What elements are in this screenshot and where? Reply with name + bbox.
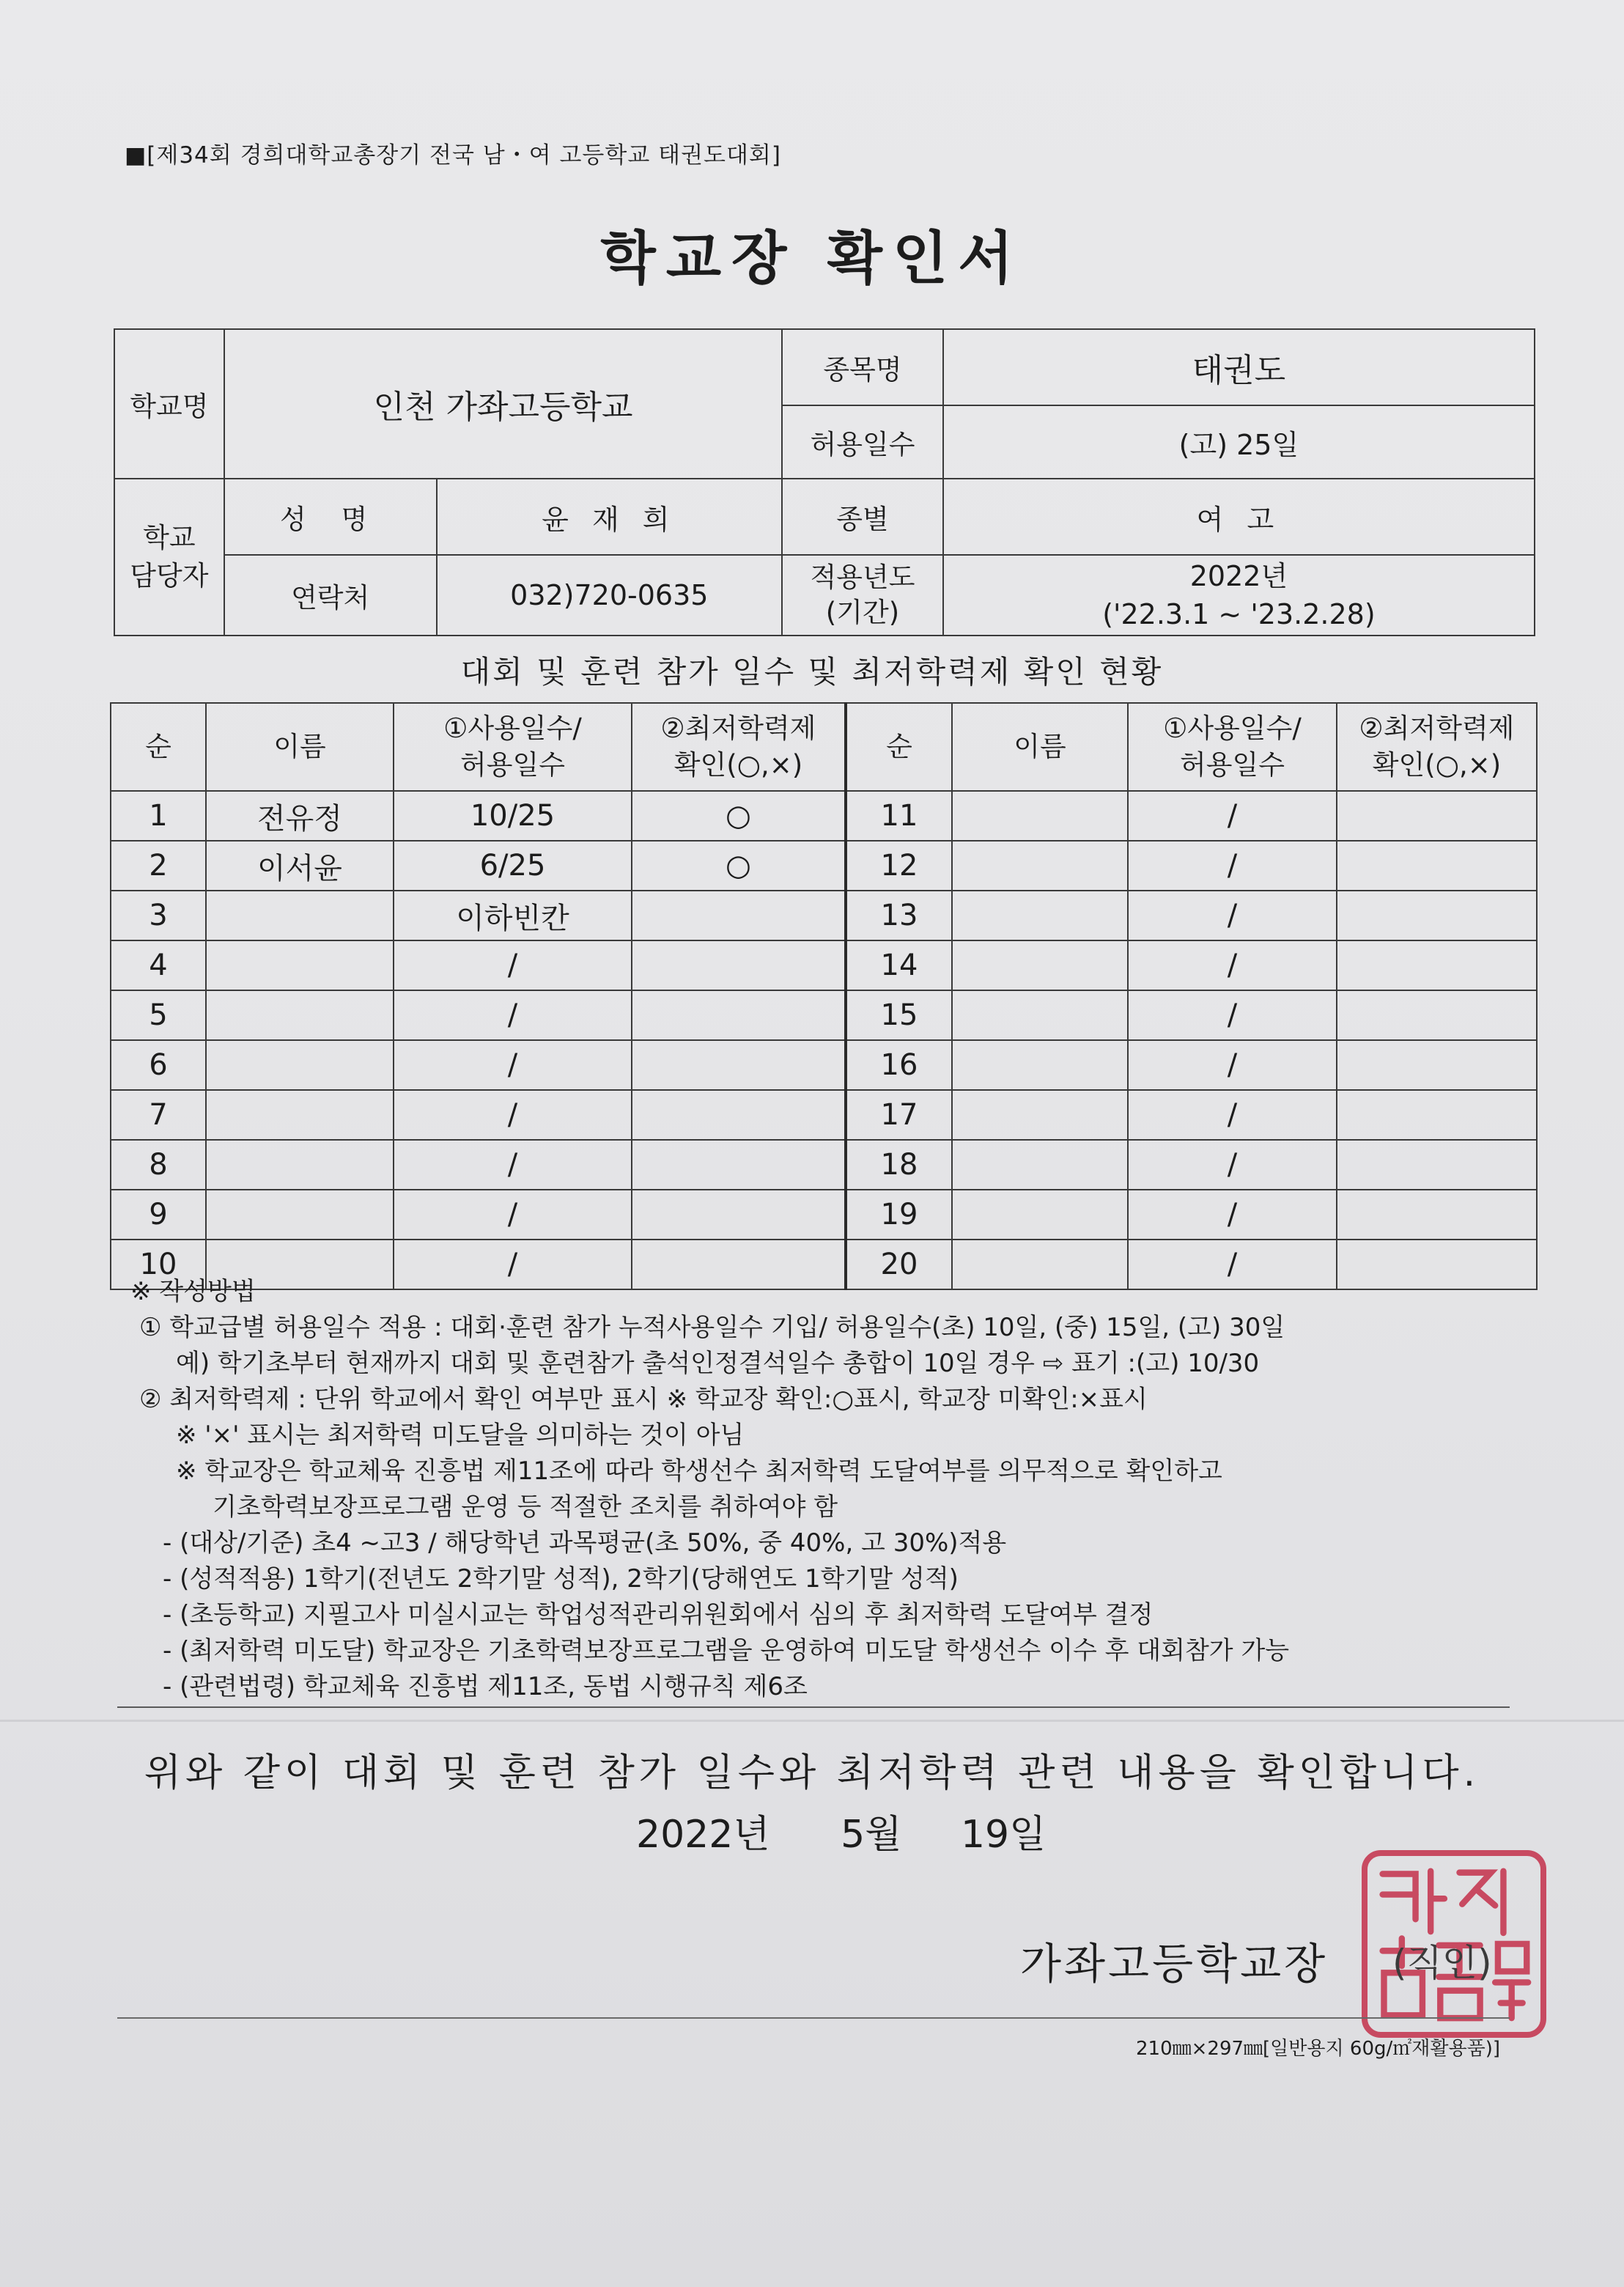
row-name: 전유정 (206, 791, 394, 841)
row-check (632, 1090, 846, 1140)
row-no: 10 (111, 1240, 206, 1289)
row-name (206, 990, 394, 1040)
row-no: 19 (846, 1190, 952, 1240)
table-row (111, 1040, 1537, 1090)
header-name-left: 이름 (206, 703, 394, 791)
row-name (206, 1140, 394, 1190)
row-check (632, 1140, 846, 1190)
confirmation-statement: 위와 같이 대회 및 훈련 참가 일수와 최저학력 관련 내용을 확인합니다. (144, 1751, 1480, 1795)
manager-name-value: 윤 재 희 (437, 479, 783, 555)
row-no: 6 (111, 1040, 206, 1090)
contact-label: 연락처 (224, 555, 437, 636)
manager-label: 학교 담당자 (114, 479, 224, 636)
status-caption: 대회 및 훈련 참가 일수 및 최저학력제 확인 현황 (460, 654, 1164, 690)
row-days: 10/25 (394, 791, 632, 841)
row-days: / (1128, 791, 1337, 841)
row-name (952, 891, 1128, 940)
table-row (111, 841, 1537, 891)
row-no: 11 (846, 791, 952, 841)
row-no: 2 (111, 841, 206, 891)
row-no: 3 (111, 891, 206, 940)
row-no: 16 (846, 1040, 952, 1090)
row-no: 12 (846, 841, 952, 891)
row-name (206, 891, 394, 940)
row-check (1337, 841, 1537, 891)
note-item: ② 최저학력제 : 단위 학교에서 확인 여부만 표시 ※ 학교장 확인:○표시, 학교장 미확인:×표시 (139, 1385, 1148, 1414)
allowed-days-label: 허용일수 (782, 405, 943, 479)
event-value: 태권도 (943, 329, 1535, 405)
row-no: 17 (846, 1090, 952, 1140)
date-year: 2022년 (636, 1813, 770, 1857)
note-item: 예) 학기초부터 현재까지 대회 및 훈련참가 출석인정결석일수 총합이 10일 경우 ⇨ 표기 :(고) 10/30 (176, 1349, 1260, 1378)
row-no: 7 (111, 1090, 206, 1140)
year-label: 적용년도 (기간) (782, 555, 943, 636)
row-days: / (394, 1190, 632, 1240)
row-name (952, 791, 1128, 841)
principal-signature: 가좌고등학교장 (1020, 1939, 1329, 1989)
table-row (111, 1140, 1537, 1190)
row-days: 이하빈칸 (394, 891, 632, 940)
date-month: 5월 (841, 1813, 902, 1857)
row-no: 1 (111, 791, 206, 841)
row-no: 15 (846, 990, 952, 1040)
row-check (632, 990, 846, 1040)
divider (117, 1706, 1510, 1708)
notes-heading: ※ 작성방법 (130, 1277, 256, 1306)
row-days: / (394, 940, 632, 990)
row-check (632, 1190, 846, 1240)
table-row (111, 1190, 1537, 1240)
row-name (206, 1190, 394, 1240)
row-check (1337, 891, 1537, 940)
document-title: 학교장 확인서 (600, 226, 1024, 292)
row-check (1337, 1190, 1537, 1240)
note-item: 기초학력보장프로그램 운영 등 적절한 조치를 취하여야 함 (213, 1492, 838, 1522)
row-name (952, 1040, 1128, 1090)
gender-value: 여 고 (943, 479, 1535, 555)
row-days: / (1128, 1240, 1337, 1289)
contact-value: 032)720-0635 (437, 555, 783, 636)
gender-label: 종별 (782, 479, 943, 555)
row-no: 8 (111, 1140, 206, 1190)
note-item: ① 학교급별 허용일수 적용 : 대회·훈련 참가 누적사용일수 기입/ 허용일수(초) 10일, (중) 15일, (고) 30일 (139, 1313, 1285, 1342)
row-name (952, 1090, 1128, 1140)
row-check (1337, 1140, 1537, 1190)
table-row (111, 891, 1537, 940)
table-row (111, 990, 1537, 1040)
school-info-table (114, 328, 1535, 636)
row-no: 14 (846, 940, 952, 990)
row-days: / (1128, 940, 1337, 990)
school-name-value: 인천 가좌고등학교 (224, 329, 782, 479)
note-item: ※ '×' 표시는 최저학력 미도달을 의미하는 것이 아님 (176, 1421, 745, 1450)
row-check (632, 891, 846, 940)
row-check (1337, 940, 1537, 990)
row-days: / (394, 1140, 632, 1190)
year-value: 2022년 ('22.3.1 ~ '23.2.28) (943, 555, 1535, 636)
row-days: / (394, 1090, 632, 1140)
row-days: / (1128, 891, 1337, 940)
event-label: 종목명 (782, 329, 943, 405)
row-name: 이서윤 (206, 841, 394, 891)
row-name (952, 1140, 1128, 1190)
row-days: / (394, 1040, 632, 1090)
row-days: 6/25 (394, 841, 632, 891)
header-no-left: 순 (111, 703, 206, 791)
row-name (206, 940, 394, 990)
signing-date (636, 1803, 1046, 1858)
note-item: - (대상/기준) 초4 ~고3 / 해당학년 과목평균(초 50%, 중 40%, 고 30%)적용 (163, 1528, 1007, 1558)
row-name (206, 1040, 394, 1090)
header-check-left: ②최저학력제 확인(○,×) (632, 703, 846, 791)
note-item: - (최저학력 미도달) 학교장은 기초학력보장프로그램을 운영하여 미도달 학생선수 이수 후 대회참가 가능 (163, 1636, 1290, 1665)
row-check (1337, 1090, 1537, 1140)
row-name (952, 940, 1128, 990)
row-days: / (1128, 990, 1337, 1040)
row-days: / (1128, 841, 1337, 891)
header-no-right: 순 (846, 703, 952, 791)
header-days-right: ①사용일수/ 허용일수 (1128, 703, 1337, 791)
row-check: ○ (632, 791, 846, 841)
manager-name-label: 성 명 (224, 479, 437, 555)
row-no: 18 (846, 1140, 952, 1190)
table-row (111, 1090, 1537, 1140)
writing-instructions (130, 1274, 1523, 1705)
school-name-label: 학교명 (114, 329, 224, 479)
date-day: 19일 (960, 1813, 1047, 1857)
row-name (952, 990, 1128, 1040)
row-days: / (1128, 1090, 1337, 1140)
row-check (632, 940, 846, 990)
note-item: - (관련법령) 학교체육 진흥법 제11조, 동법 시행규칙 제6조 (163, 1672, 808, 1701)
divider (117, 2017, 1510, 2019)
table-row (111, 791, 1537, 841)
row-no: 13 (846, 891, 952, 940)
paper-fold (0, 1720, 1624, 1722)
header-name-right: 이름 (952, 703, 1128, 791)
row-no: 20 (846, 1240, 952, 1289)
competition-header: ■[제34회 경희대학교총장기 전국 남・여 고등학교 태권도대회] (125, 142, 781, 169)
paper-spec-footer: 210㎜×297㎜[일반용지 60g/㎡재활용품)] (1136, 2038, 1501, 2060)
allowed-days-value: (고) 25일 (943, 405, 1535, 479)
header-days-left: ①사용일수/ 허용일수 (394, 703, 632, 791)
row-check (1337, 990, 1537, 1040)
row-no: 9 (111, 1190, 206, 1240)
row-check (1337, 791, 1537, 841)
row-check (632, 1040, 846, 1090)
table-row (111, 940, 1537, 990)
note-item: ※ 학교장은 학교체육 진흥법 제11조에 따라 학생선수 최저학력 도달여부를 의무적으로 확인하고 (176, 1456, 1222, 1486)
row-no: 4 (111, 940, 206, 990)
row-no: 5 (111, 990, 206, 1040)
row-check: ○ (632, 841, 846, 891)
row-check (1337, 1040, 1537, 1090)
row-days: / (1128, 1190, 1337, 1240)
header-check-right: ②최저학력제 확인(○,×) (1337, 703, 1537, 791)
row-days: / (1128, 1140, 1337, 1190)
row-name (206, 1090, 394, 1140)
note-item: - (성적적용) 1학기(전년도 2학기말 성적), 2학기(당해연도 1학기말 성적) (163, 1564, 959, 1594)
row-name (952, 841, 1128, 891)
row-days: / (394, 990, 632, 1040)
row-name (952, 1190, 1128, 1240)
row-days: / (1128, 1040, 1337, 1090)
seal-label: (직인) (1392, 1942, 1492, 1984)
participation-table (110, 702, 1538, 1290)
row-days: / (394, 1240, 632, 1289)
note-item: - (초등학교) 지필고사 미실시교는 학업성적관리위원회에서 심의 후 최저학력 도달여부 결정 (163, 1600, 1154, 1629)
